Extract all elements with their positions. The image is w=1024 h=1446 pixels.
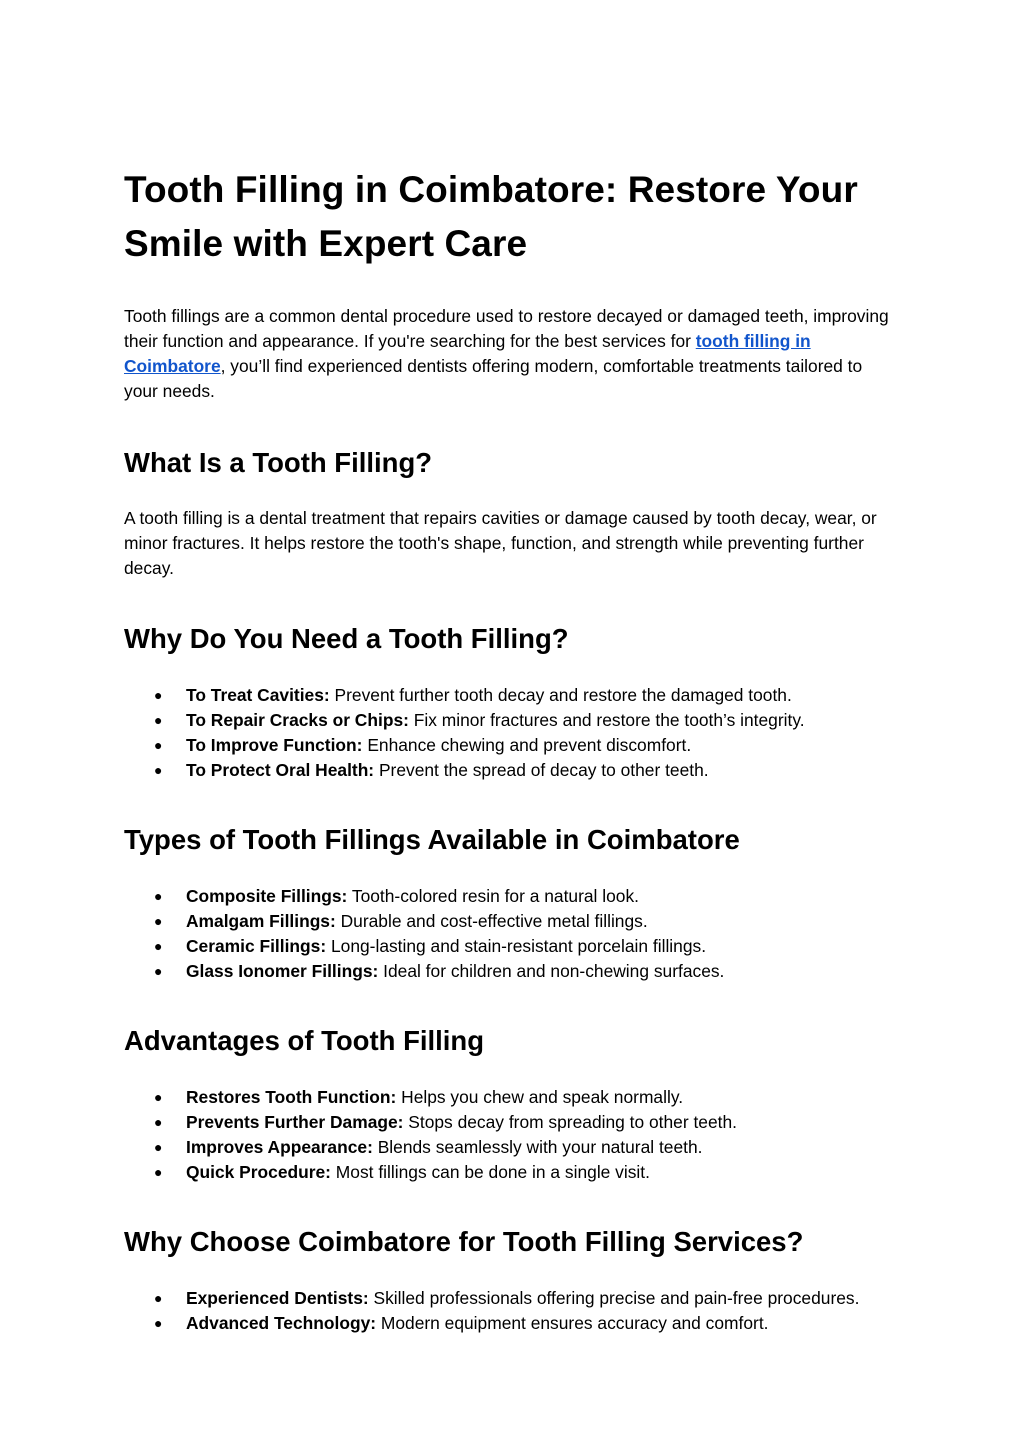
why-need-list [124,683,900,783]
bullet-icon: ● [154,963,163,979]
list-item-text: Fix minor fractures and restore the tooth’s integrity. [408,710,805,730]
list-item-text: Prevent the spread of decay to other teeth. [374,760,709,780]
bullet-icon: ● [154,938,163,954]
section-heading-why-need: Why Do You Need a Tooth Filling? [124,623,569,654]
bullet-icon: ● [154,888,163,904]
bullet-icon: ● [154,1114,163,1130]
bullet-icon: ● [154,913,163,929]
list-item [124,758,900,783]
list-item [124,1160,900,1185]
intro-text-before: Tooth fillings are a common dental procedure used to restore decayed or damaged teeth, improving their function and appearance. If you're searching for the best services for [124,306,889,351]
list-item-label: Composite Fillings: [186,886,348,906]
list-item-label: To Protect Oral Health: [186,760,375,780]
list-item-label: Ceramic Fillings: [186,936,327,956]
list-item-label: To Treat Cavities: [186,685,330,705]
list-item-text: Most fillings can be done in a single visit. [330,1162,650,1182]
list-item-label: Glass Ionomer Fillings: [186,961,379,981]
list-item-label: Amalgam Fillings: [186,911,336,931]
list-item-text: Ideal for children and non-chewing surfaces. [378,961,725,981]
list-item-text: Durable and cost-effective metal fillings. [335,911,648,931]
bullet-icon: ● [154,737,163,753]
list-item-label: Improves Appearance: [186,1137,373,1157]
list-item-text: Skilled professionals offering precise and pain-free procedures. [368,1288,860,1308]
list-item-text: Blends seamlessly with your natural teeth. [372,1137,703,1157]
list-item [124,1311,900,1336]
list-item [124,733,900,758]
list-item [124,884,900,909]
advantages-list [124,1085,900,1185]
list-item-text: Tooth-colored resin for a natural look. [347,886,639,906]
list-item [124,934,900,959]
list-item-label: Quick Procedure: [186,1162,331,1182]
list-item-text: Prevent further tooth decay and restore the damaged tooth. [329,685,792,705]
list-item [124,1110,900,1135]
bullet-icon: ● [154,762,163,778]
bullet-icon: ● [154,1315,163,1331]
list-item-label: Restores Tooth Function: [186,1087,397,1107]
section-heading-what: What Is a Tooth Filling? [124,447,433,478]
list-item [124,1135,900,1160]
list-item-text: Long-lasting and stain-resistant porcelain fillings. [326,936,707,956]
section-heading-why-choose: Why Choose Coimbatore for Tooth Filling Services? [124,1226,804,1257]
list-item-label: Experienced Dentists: [186,1288,369,1308]
what-paragraph: A tooth filling is a dental treatment that repairs cavities or damage caused by tooth decay, wear, or minor fractures. It helps restore the tooth's shape, function, and strength while preventing further decay. [124,508,877,578]
bullet-icon: ● [154,687,163,703]
section-heading-types: Types of Tooth Fillings Available in Coimbatore [124,824,740,855]
list-item-label: To Repair Cracks or Chips: [186,710,409,730]
page-title: Tooth Filling in Coimbatore: Restore Your Smile with Expert Care [124,169,858,264]
list-item [124,683,900,708]
list-item [124,708,900,733]
bullet-icon: ● [154,1139,163,1155]
list-item-label: Prevents Further Damage: [186,1112,404,1132]
why-choose-list [124,1286,900,1336]
bullet-icon: ● [154,712,163,728]
bullet-icon: ● [154,1089,163,1105]
list-item-label: To Improve Function: [186,735,363,755]
tooth-filling-link[interactable]: tooth filling in Coimbatore [124,331,811,376]
bullet-icon: ● [154,1290,163,1306]
list-item [124,1085,900,1110]
types-list [124,884,900,984]
bullet-icon: ● [154,1164,163,1180]
list-item-label: Advanced Technology: [186,1313,377,1333]
intro-paragraph [124,304,900,404]
list-item-text: Enhance chewing and prevent discomfort. [362,735,692,755]
intro-text-after: , you’ll find experienced dentists offering modern, comfortable treatments tailored to your needs. [124,356,863,401]
list-item [124,959,900,984]
list-item-text: Modern equipment ensures accuracy and comfort. [376,1313,769,1333]
list-item [124,1286,900,1311]
section-heading-advantages: Advantages of Tooth Filling [124,1025,485,1056]
list-item [124,909,900,934]
list-item-text: Helps you chew and speak normally. [396,1087,684,1107]
list-item-text: Stops decay from spreading to other teeth. [403,1112,737,1132]
